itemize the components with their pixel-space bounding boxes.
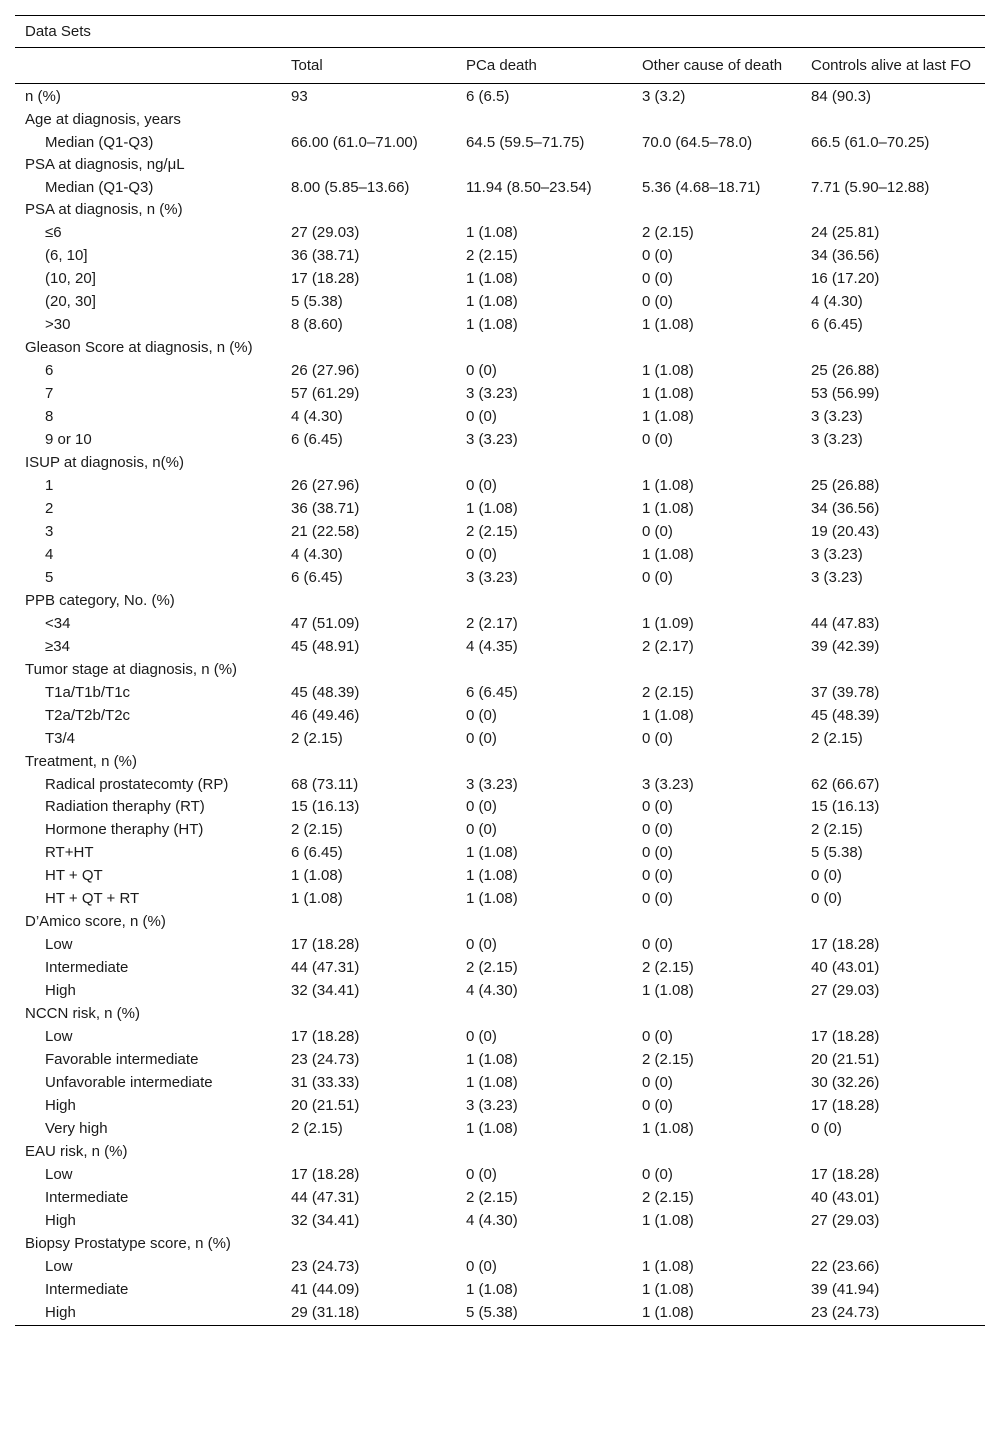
cell-total: 44 (47.31): [291, 959, 360, 976]
cell-controls: 40 (43.01): [811, 959, 880, 976]
cell-pca-death: 1 (1.08): [466, 1051, 518, 1068]
row-label: RT+HT: [45, 844, 94, 861]
table-row: [15, 980, 985, 1003]
row-label: T3/4: [45, 730, 76, 747]
table-row: [15, 245, 985, 268]
cell-other-death: 0 (0): [642, 247, 673, 264]
cell-pca-death: 1 (1.08): [466, 1281, 518, 1298]
cell-pca-death: 2 (2.15): [466, 247, 518, 264]
row-label: Radical prostatecomty (RP): [45, 776, 229, 793]
section-header-row: [15, 109, 985, 132]
table-row: [15, 728, 985, 751]
cell-controls: 24 (25.81): [811, 224, 880, 241]
cell-other-death: 70.0 (64.5–78.0): [642, 134, 753, 151]
table-row: [15, 1210, 985, 1233]
table-row: [15, 475, 985, 498]
cell-controls: 25 (26.88): [811, 477, 880, 494]
table-row: [15, 1302, 985, 1325]
table-row: [15, 774, 985, 796]
row-label: HT + QT + RT: [45, 890, 140, 907]
cell-other-death: 5.36 (4.68–18.71): [642, 179, 761, 196]
cell-total: 4 (4.30): [291, 546, 343, 563]
cell-pca-death: 2 (2.15): [466, 523, 518, 540]
row-label: T1a/T1b/T1c: [45, 684, 131, 701]
section-header-row: [15, 154, 985, 177]
row-label: High: [45, 1304, 76, 1321]
table-row: [15, 1118, 985, 1141]
cell-total: 2 (2.15): [291, 821, 343, 838]
cell-controls: 6 (6.45): [811, 316, 863, 333]
cell-pca-death: 1 (1.08): [466, 316, 518, 333]
section-header: PSA at diagnosis, ng/μL: [25, 156, 185, 173]
cell-pca-death: 3 (3.23): [466, 569, 518, 586]
cell-pca-death: 11.94 (8.50–23.54): [466, 179, 592, 196]
cell-pca-death: 2 (2.17): [466, 615, 518, 632]
row-label: Radiation theraphy (RT): [45, 798, 205, 815]
row-label: 9 or 10: [45, 431, 92, 448]
cell-controls: 17 (18.28): [811, 1097, 880, 1114]
table-row: [15, 567, 985, 590]
cell-pca-death: 1 (1.08): [466, 890, 518, 907]
cell-other-death: 1 (1.08): [642, 362, 694, 379]
cell-other-death: 0 (0): [642, 730, 673, 747]
cell-other-death: 1 (1.09): [642, 615, 694, 632]
cell-other-death: 0 (0): [642, 431, 673, 448]
cell-total: 20 (21.51): [291, 1097, 360, 1114]
cell-pca-death: 6 (6.45): [466, 684, 518, 701]
row-label: HT + QT: [45, 867, 103, 884]
cell-controls: 0 (0): [811, 890, 842, 907]
row-label: >30: [45, 316, 71, 333]
cell-other-death: 2 (2.15): [642, 1189, 694, 1206]
cell-controls: 53 (56.99): [811, 385, 880, 402]
table-row: [15, 1164, 985, 1187]
cell-total: 44 (47.31): [291, 1189, 360, 1206]
cell-total: 32 (34.41): [291, 1212, 360, 1229]
table-row: [15, 406, 985, 429]
table-row: [15, 934, 985, 957]
table-row: [15, 1187, 985, 1210]
cell-other-death: 0 (0): [642, 569, 673, 586]
cell-other-death: 0 (0): [642, 1166, 673, 1183]
cell-total: 2 (2.15): [291, 1120, 343, 1137]
table-row: [15, 682, 985, 705]
header-cell-other-death: Other cause of death: [642, 57, 783, 74]
cell-pca-death: 4 (4.35): [466, 638, 518, 655]
row-label: High: [45, 982, 76, 999]
cell-total: 17 (18.28): [291, 1028, 360, 1045]
cell-other-death: 2 (2.15): [642, 959, 694, 976]
data-table-container: [15, 15, 985, 1326]
section-header: Age at diagnosis, years: [25, 111, 181, 128]
header-cell-controls: Controls alive at last FO: [811, 57, 972, 74]
row-label: Hormone theraphy (HT): [45, 821, 204, 838]
cell-other-death: 1 (1.08): [642, 546, 694, 563]
row-label: (10, 20]: [45, 270, 96, 287]
section-header-row: [15, 452, 985, 475]
header-cell-label: [15, 48, 281, 83]
cell-total: 17 (18.28): [291, 270, 360, 287]
table-body: [15, 84, 985, 1325]
cell-pca-death: 0 (0): [466, 730, 497, 747]
cell-total: 15 (16.13): [291, 798, 360, 815]
cell-total: 32 (34.41): [291, 982, 360, 999]
cell-controls: 23 (24.73): [811, 1304, 880, 1321]
cell-controls: 30 (32.26): [811, 1074, 880, 1091]
table-row: [15, 1072, 985, 1095]
cell-total: 66.00 (61.0–71.00): [291, 134, 418, 151]
cell-pca-death: 0 (0): [466, 707, 497, 724]
table-row: [15, 819, 985, 842]
cell-pca-death: 3 (3.23): [466, 1097, 518, 1114]
cell-controls: 15 (16.13): [811, 798, 880, 815]
cell-other-death: 1 (1.08): [642, 385, 694, 402]
cell-pca-death: 1 (1.08): [466, 867, 518, 884]
row-label: <34: [45, 615, 71, 632]
row-label: 3: [45, 523, 54, 540]
section-header: EAU risk, n (%): [25, 1143, 128, 1160]
cell-controls: 17 (18.28): [811, 1028, 880, 1045]
row-label: 7: [45, 385, 54, 402]
table-row: [15, 865, 985, 888]
cell-controls: 0 (0): [811, 1120, 842, 1137]
section-header-row: [15, 911, 985, 934]
row-label: 1: [45, 477, 54, 494]
row-label: Low: [45, 1258, 73, 1275]
cell-controls: 7.71 (5.90–12.88): [811, 179, 930, 196]
header-cell-total: Total: [291, 57, 323, 74]
cell-pca-death: 0 (0): [466, 546, 497, 563]
row-label: High: [45, 1212, 76, 1229]
table-row: [15, 1256, 985, 1279]
cell-total: 46 (49.46): [291, 707, 360, 724]
cell-other-death: 3 (3.2): [642, 88, 686, 105]
row-label: 4: [45, 546, 54, 563]
cell-controls: 27 (29.03): [811, 982, 880, 999]
cell-pca-death: 5 (5.38): [466, 1304, 518, 1321]
table-row: [15, 177, 985, 199]
cell-pca-death: 0 (0): [466, 1166, 497, 1183]
cell-other-death: 0 (0): [642, 867, 673, 884]
cell-total: 17 (18.28): [291, 936, 360, 953]
cell-other-death: 0 (0): [642, 844, 673, 861]
section-header-row: [15, 751, 985, 774]
section-header: PSA at diagnosis, n (%): [25, 201, 183, 218]
cell-pca-death: 0 (0): [466, 936, 497, 953]
table-row: [15, 429, 985, 452]
cell-controls: 37 (39.78): [811, 684, 880, 701]
table-row: [15, 544, 985, 567]
cell-other-death: 0 (0): [642, 1028, 673, 1045]
header-row: [15, 48, 985, 83]
row-label: 8: [45, 408, 54, 425]
table-row: [15, 796, 985, 819]
cell-other-death: 2 (2.15): [642, 224, 694, 241]
cell-pca-death: 3 (3.23): [466, 776, 518, 793]
cell-controls: 39 (42.39): [811, 638, 880, 655]
cell-pca-death: 2 (2.15): [466, 1189, 518, 1206]
cell-total: 17 (18.28): [291, 1166, 360, 1183]
cell-other-death: 1 (1.08): [642, 707, 694, 724]
cell-total: 45 (48.91): [291, 638, 360, 655]
row-label: Median (Q1-Q3): [45, 179, 154, 196]
table-row: [15, 222, 985, 245]
row-label: (20, 30]: [45, 293, 96, 310]
row-label: Favorable intermediate: [45, 1051, 199, 1068]
cell-other-death: 2 (2.15): [642, 1051, 694, 1068]
cell-controls: 40 (43.01): [811, 1189, 880, 1206]
cell-total: 2 (2.15): [291, 730, 343, 747]
cell-controls: 17 (18.28): [811, 936, 880, 953]
cell-pca-death: 6 (6.5): [466, 88, 510, 105]
cell-other-death: 1 (1.08): [642, 408, 694, 425]
cell-total: 68 (73.11): [291, 776, 359, 793]
section-header: ISUP at diagnosis, n(%): [25, 454, 184, 471]
table-row: [15, 521, 985, 544]
cell-total: 27 (29.03): [291, 224, 360, 241]
cell-other-death: 1 (1.08): [642, 982, 694, 999]
cell-other-death: 0 (0): [642, 270, 673, 287]
section-header-row: [15, 659, 985, 682]
cell-total: 36 (38.71): [291, 500, 360, 517]
row-label: ≥34: [45, 638, 70, 655]
cell-pca-death: 1 (1.08): [466, 844, 518, 861]
cell-total: 31 (33.33): [291, 1074, 360, 1091]
cell-other-death: 2 (2.17): [642, 638, 694, 655]
row-label: Intermediate: [45, 1189, 129, 1206]
section-header-row: [15, 590, 985, 613]
cell-other-death: 0 (0): [642, 293, 673, 310]
table-row: [15, 888, 985, 911]
row-label: 6: [45, 362, 54, 379]
table-row: [15, 132, 985, 154]
cell-pca-death: 0 (0): [466, 477, 497, 494]
cell-controls: 34 (36.56): [811, 500, 880, 517]
cell-pca-death: 0 (0): [466, 408, 497, 425]
table-row: [15, 636, 985, 659]
cell-other-death: 1 (1.08): [642, 477, 694, 494]
cell-controls: 84 (90.3): [811, 88, 872, 105]
cell-other-death: 0 (0): [642, 523, 673, 540]
data-table: [15, 48, 985, 83]
cell-other-death: 1 (1.08): [642, 316, 694, 333]
row-label: Unfavorable intermediate: [45, 1074, 213, 1091]
row-label: (6, 10]: [45, 247, 88, 264]
row-label: n (%): [25, 88, 61, 105]
table-caption: Data Sets: [25, 23, 91, 40]
cell-total: 57 (61.29): [291, 385, 360, 402]
section-header-row: [15, 199, 985, 222]
cell-other-death: 1 (1.08): [642, 1281, 694, 1298]
cell-total: 21 (22.58): [291, 523, 360, 540]
table-row: [15, 314, 985, 337]
header-cell-pca-death: PCa death: [466, 57, 537, 74]
cell-pca-death: 1 (1.08): [466, 500, 518, 517]
table-row: [15, 957, 985, 980]
cell-other-death: 1 (1.08): [642, 500, 694, 517]
table-row: [15, 268, 985, 291]
cell-controls: 62 (66.67): [811, 776, 880, 793]
cell-pca-death: 4 (4.30): [466, 1212, 518, 1229]
row-label: Median (Q1-Q3): [45, 134, 154, 151]
cell-total: 6 (6.45): [291, 431, 343, 448]
row-label: High: [45, 1097, 76, 1114]
cell-total: 41 (44.09): [291, 1281, 360, 1298]
cell-total: 26 (27.96): [291, 362, 360, 379]
row-label: T2a/T2b/T2c: [45, 707, 131, 724]
cell-other-death: 0 (0): [642, 890, 673, 907]
table-row: [15, 291, 985, 314]
cell-total: 1 (1.08): [291, 890, 343, 907]
cell-controls: 27 (29.03): [811, 1212, 880, 1229]
table-row: [15, 360, 985, 383]
section-header-row: [15, 1141, 985, 1164]
table-row: [15, 1095, 985, 1118]
section-header-row: [15, 1003, 985, 1026]
row-label: Intermediate: [45, 959, 129, 976]
cell-pca-death: 0 (0): [466, 821, 497, 838]
cell-other-death: 0 (0): [642, 1097, 673, 1114]
data-table-body: [15, 84, 985, 1325]
cell-total: 1 (1.08): [291, 867, 343, 884]
table-row: [15, 842, 985, 865]
section-header: Treatment, n (%): [25, 753, 137, 770]
cell-other-death: 1 (1.08): [642, 1212, 694, 1229]
cell-total: 29 (31.18): [291, 1304, 360, 1321]
row-label: Very high: [45, 1120, 108, 1137]
cell-total: 8.00 (5.85–13.66): [291, 179, 410, 196]
table-row: [15, 84, 985, 109]
cell-pca-death: 1 (1.08): [466, 1074, 518, 1091]
cell-controls: 19 (20.43): [811, 523, 880, 540]
cell-total: 47 (51.09): [291, 615, 360, 632]
cell-total: 6 (6.45): [291, 844, 343, 861]
section-header-row: [15, 1233, 985, 1256]
row-label: Low: [45, 1028, 73, 1045]
cell-other-death: 1 (1.08): [642, 1120, 694, 1137]
section-header: NCCN risk, n (%): [25, 1005, 140, 1022]
cell-controls: 17 (18.28): [811, 1166, 880, 1183]
cell-controls: 3 (3.23): [811, 569, 863, 586]
table-row: [15, 383, 985, 406]
cell-other-death: 0 (0): [642, 798, 673, 815]
cell-other-death: 0 (0): [642, 936, 673, 953]
cell-total: 45 (48.39): [291, 684, 360, 701]
cell-other-death: 2 (2.15): [642, 684, 694, 701]
table-row: [15, 705, 985, 728]
row-label: Low: [45, 1166, 73, 1183]
cell-total: 93: [291, 88, 308, 105]
section-header: D’Amico score, n (%): [25, 913, 166, 930]
cell-pca-death: 0 (0): [466, 1258, 497, 1275]
cell-pca-death: 2 (2.15): [466, 959, 518, 976]
section-header: Biopsy Prostatype score, n (%): [25, 1235, 231, 1252]
cell-pca-death: 0 (0): [466, 1028, 497, 1045]
cell-controls: 39 (41.94): [811, 1281, 880, 1298]
section-header: Tumor stage at diagnosis, n (%): [25, 661, 238, 678]
cell-controls: 44 (47.83): [811, 615, 880, 632]
cell-total: 23 (24.73): [291, 1051, 360, 1068]
cell-pca-death: 0 (0): [466, 798, 497, 815]
section-header: Gleason Score at diagnosis, n (%): [25, 339, 253, 356]
cell-other-death: 3 (3.23): [642, 776, 694, 793]
cell-pca-death: 0 (0): [466, 362, 497, 379]
cell-controls: 5 (5.38): [811, 844, 863, 861]
cell-pca-death: 1 (1.08): [466, 270, 518, 287]
cell-total: 26 (27.96): [291, 477, 360, 494]
cell-controls: 3 (3.23): [811, 431, 863, 448]
cell-controls: 34 (36.56): [811, 247, 880, 264]
bottom-rule: [15, 1325, 985, 1326]
row-label: 2: [45, 500, 54, 517]
section-header: PPB category, No. (%): [25, 592, 175, 609]
cell-controls: 16 (17.20): [811, 270, 880, 287]
cell-pca-death: 64.5 (59.5–71.75): [466, 134, 585, 151]
cell-controls: 4 (4.30): [811, 293, 863, 310]
table-header: [15, 48, 985, 83]
cell-pca-death: 1 (1.08): [466, 224, 518, 241]
row-label: Low: [45, 936, 73, 953]
row-label: 5: [45, 569, 54, 586]
table-row: [15, 613, 985, 636]
row-label: Intermediate: [45, 1281, 129, 1298]
section-header-row: [15, 337, 985, 360]
table-row: [15, 498, 985, 521]
cell-other-death: 1 (1.08): [642, 1258, 694, 1275]
cell-pca-death: 3 (3.23): [466, 431, 518, 448]
cell-other-death: 1 (1.08): [642, 1304, 694, 1321]
cell-controls: 3 (3.23): [811, 546, 863, 563]
cell-pca-death: 3 (3.23): [466, 385, 518, 402]
cell-total: 8 (8.60): [291, 316, 343, 333]
cell-controls: 3 (3.23): [811, 408, 863, 425]
row-label: ≤6: [45, 224, 62, 241]
cell-controls: 2 (2.15): [811, 821, 863, 838]
table-row: [15, 1049, 985, 1072]
table-row: [15, 1026, 985, 1049]
cell-total: 23 (24.73): [291, 1258, 360, 1275]
cell-total: 4 (4.30): [291, 408, 343, 425]
cell-total: 36 (38.71): [291, 247, 360, 264]
cell-pca-death: 4 (4.30): [466, 982, 518, 999]
cell-controls: 45 (48.39): [811, 707, 880, 724]
cell-pca-death: 1 (1.08): [466, 293, 518, 310]
cell-controls: 2 (2.15): [811, 730, 863, 747]
cell-controls: 0 (0): [811, 867, 842, 884]
cell-controls: 25 (26.88): [811, 362, 880, 379]
cell-pca-death: 1 (1.08): [466, 1120, 518, 1137]
cell-total: 5 (5.38): [291, 293, 343, 310]
table-row: [15, 1279, 985, 1302]
cell-other-death: 0 (0): [642, 1074, 673, 1091]
cell-total: 6 (6.45): [291, 569, 343, 586]
cell-controls: 66.5 (61.0–70.25): [811, 134, 930, 151]
cell-controls: 20 (21.51): [811, 1051, 880, 1068]
cell-other-death: 0 (0): [642, 821, 673, 838]
cell-controls: 22 (23.66): [811, 1258, 880, 1275]
